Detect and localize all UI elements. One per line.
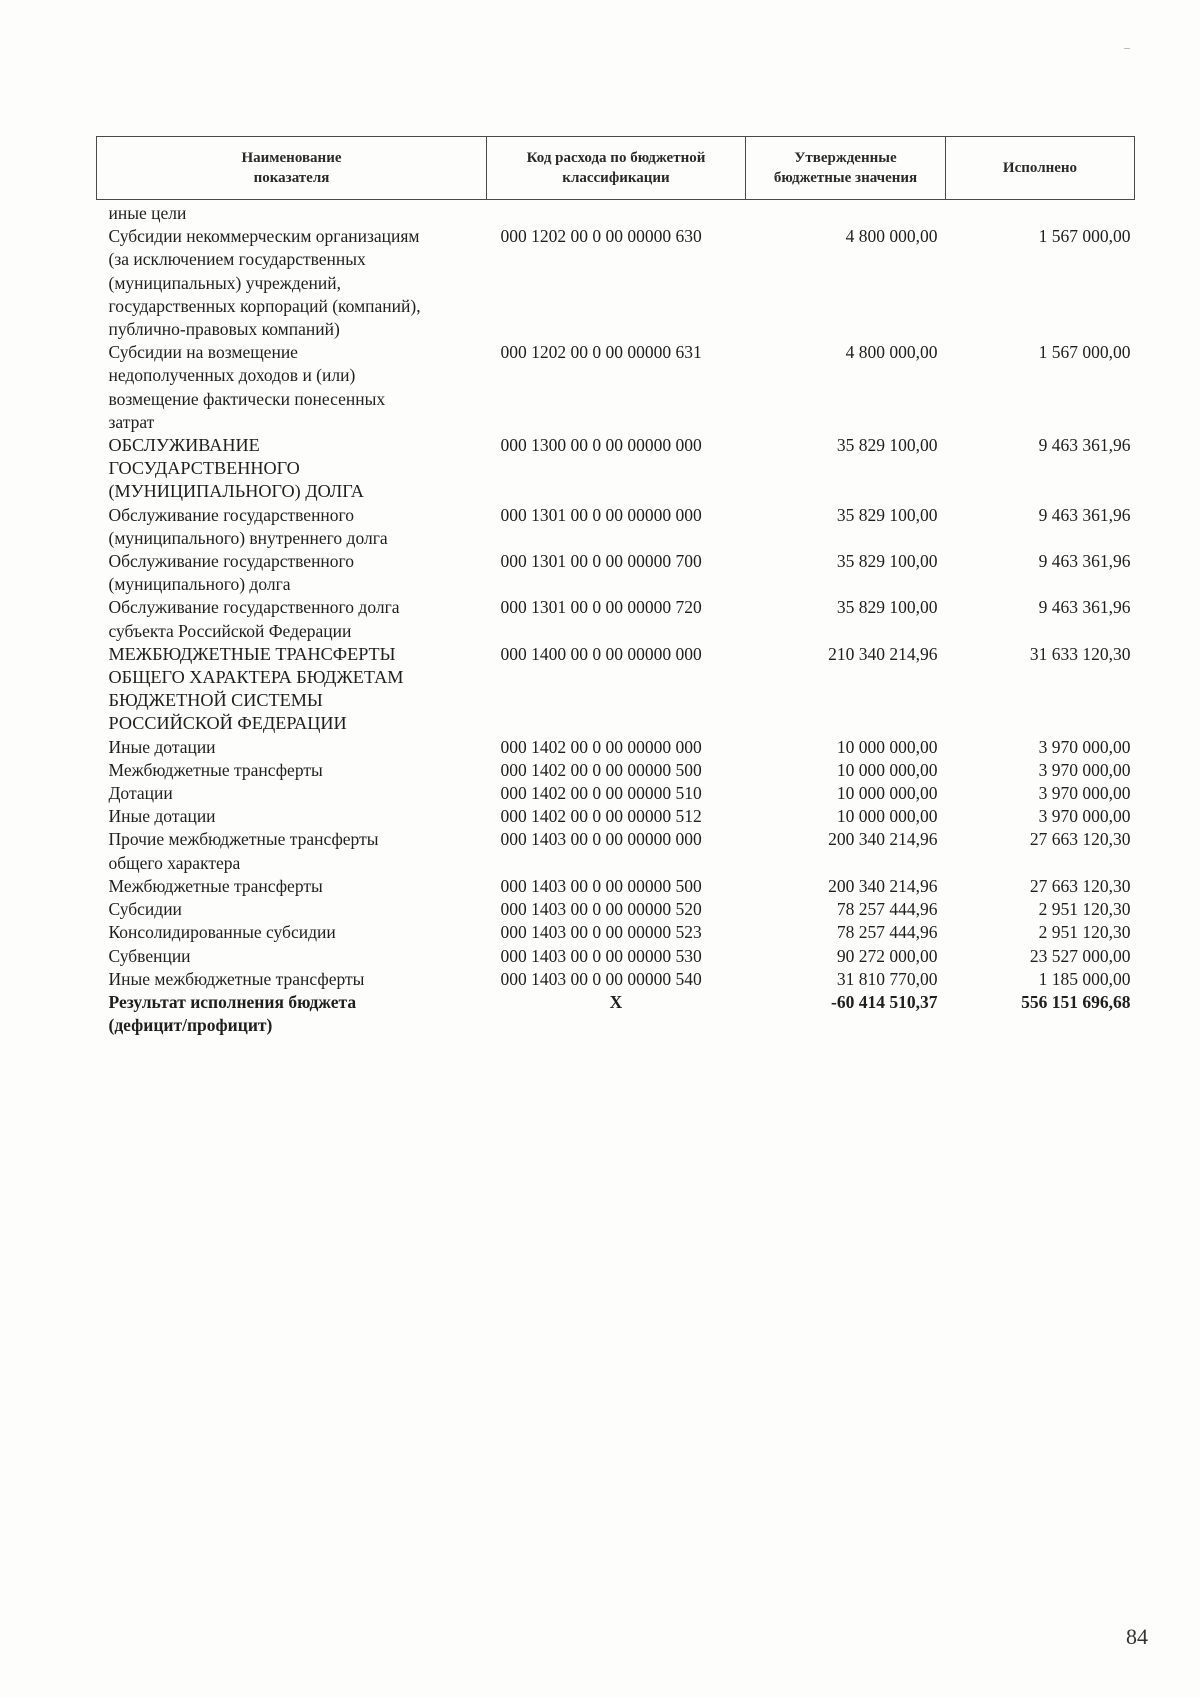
row-executed: 9 463 361,96 bbox=[1038, 435, 1131, 456]
row-name: Иные дотации bbox=[108, 736, 216, 757]
table-row bbox=[97, 759, 1135, 782]
row-name: Иные межбюджетные трансферты bbox=[108, 968, 365, 989]
row-name: Субсидии на возмещение недополученных доходов и (или) возмещение фактически понесенных затрат bbox=[108, 342, 386, 432]
row-name: Обслуживание государственного (муниципального) долга bbox=[108, 551, 355, 595]
row-approved: 200 340 214,96 bbox=[828, 875, 938, 896]
row-name: Иные дотации bbox=[108, 806, 216, 827]
row-code: 000 1402 00 0 00 00000 510 bbox=[500, 783, 702, 804]
row-code: 000 1403 00 0 00 00000 530 bbox=[500, 945, 702, 966]
row-code: 000 1403 00 0 00 00000 540 bbox=[500, 968, 702, 989]
row-name: Межбюджетные трансферты bbox=[108, 759, 323, 780]
budget-result-row bbox=[97, 991, 1135, 1037]
row-name: Прочие межбюджетные трансферты общего характера bbox=[108, 829, 379, 873]
row-code bbox=[487, 200, 746, 226]
header-name: Наименование показателя bbox=[97, 137, 487, 200]
row-name: Субсидии некоммерческим организациям (за исключением государственных (муниципальных) учреждений, государственных корпораций (компаний), публично-правовых компаний) bbox=[108, 226, 421, 340]
row-code: 000 1400 00 0 00 00000 000 bbox=[500, 643, 702, 664]
row-executed: 9 463 361,96 bbox=[1038, 504, 1131, 525]
row-approved bbox=[746, 200, 946, 226]
table-row bbox=[97, 643, 1135, 736]
header-code: Код расхода по бюджетной классификации bbox=[487, 137, 746, 200]
row-approved: 78 257 444,96 bbox=[836, 899, 938, 920]
row-executed: 27 663 120,30 bbox=[1029, 875, 1131, 896]
row-approved: 10 000 000,00 bbox=[836, 736, 938, 757]
row-executed: 1 567 000,00 bbox=[1038, 342, 1131, 363]
row-code: 000 1403 00 0 00 00000 500 bbox=[500, 875, 702, 896]
row-executed bbox=[946, 200, 1135, 226]
row-name: Консолидированные субсидии bbox=[108, 922, 336, 943]
row-code: 000 1402 00 0 00 00000 000 bbox=[500, 736, 702, 757]
row-approved: 10 000 000,00 bbox=[836, 759, 938, 780]
row-name: Субвенции bbox=[108, 945, 191, 966]
row-code: 000 1300 00 0 00 00000 000 bbox=[500, 435, 702, 456]
table-row bbox=[97, 828, 1135, 874]
row-approved: 90 272 000,00 bbox=[836, 945, 938, 966]
row-approved: 4 800 000,00 bbox=[845, 226, 938, 247]
budget-execution-table bbox=[96, 136, 1135, 1037]
row-name: Межбюджетные трансферты bbox=[108, 875, 323, 896]
table-body bbox=[97, 200, 1135, 1038]
table-row bbox=[97, 550, 1135, 596]
row-code: 000 1202 00 0 00 00000 630 bbox=[500, 226, 702, 247]
row-code: 000 1403 00 0 00 00000 523 bbox=[500, 922, 702, 943]
row-executed: 3 970 000,00 bbox=[1038, 806, 1131, 827]
row-approved: 35 829 100,00 bbox=[836, 504, 938, 525]
row-name: Обслуживание государственного (муниципального) внутреннего долга bbox=[108, 504, 388, 548]
row-executed: 2 951 120,30 bbox=[1038, 922, 1131, 943]
row-code: 000 1402 00 0 00 00000 512 bbox=[500, 806, 702, 827]
row-approved: 4 800 000,00 bbox=[845, 342, 938, 363]
row-code: 000 1202 00 0 00 00000 631 bbox=[500, 342, 702, 363]
scan-mark bbox=[1124, 48, 1130, 49]
row-approved: 210 340 214,96 bbox=[828, 643, 938, 664]
row-approved: 35 829 100,00 bbox=[836, 551, 938, 572]
result-executed: 556 151 696,68 bbox=[1021, 991, 1131, 1012]
table-header bbox=[97, 137, 1135, 200]
table-row bbox=[97, 434, 1135, 504]
row-executed: 3 970 000,00 bbox=[1038, 759, 1131, 780]
header-executed: Исполнено bbox=[946, 137, 1135, 200]
row-executed: 3 970 000,00 bbox=[1038, 783, 1131, 804]
table-row bbox=[97, 782, 1135, 805]
row-name: Обслуживание государственного долга субъекта Российской Федерации bbox=[108, 597, 400, 641]
header-approved: Утвержденные бюджетные значения bbox=[746, 137, 946, 200]
result-approved: -60 414 510,37 bbox=[831, 991, 938, 1012]
table-row bbox=[97, 921, 1135, 944]
table-row bbox=[97, 945, 1135, 968]
row-name: Субсидии bbox=[108, 899, 182, 920]
row-executed: 1 567 000,00 bbox=[1038, 226, 1131, 247]
row-executed: 2 951 120,30 bbox=[1038, 899, 1131, 920]
result-code: X bbox=[609, 991, 623, 1012]
table-row bbox=[97, 968, 1135, 991]
row-approved: 10 000 000,00 bbox=[836, 783, 938, 804]
result-name: Результат исполнения бюджета (дефицит/профицит) bbox=[108, 991, 357, 1036]
page-number: 84 bbox=[1126, 1624, 1148, 1649]
table-row bbox=[97, 875, 1135, 898]
row-executed: 23 527 000,00 bbox=[1029, 945, 1131, 966]
row-code: 000 1301 00 0 00 00000 700 bbox=[500, 551, 702, 572]
row-executed: 3 970 000,00 bbox=[1038, 736, 1131, 757]
row-name: ОБСЛУЖИВАНИЕ ГОСУДАРСТВЕННОГО (МУНИЦИПАЛЬНОГО) ДОЛГА bbox=[108, 435, 364, 502]
row-name: иные цели bbox=[108, 203, 187, 223]
row-approved: 200 340 214,96 bbox=[828, 829, 938, 850]
row-executed: 9 463 361,96 bbox=[1038, 551, 1131, 572]
row-code: 000 1301 00 0 00 00000 720 bbox=[500, 597, 702, 618]
row-code: 000 1301 00 0 00 00000 000 bbox=[500, 504, 702, 525]
table-row bbox=[97, 200, 1135, 226]
row-executed: 31 633 120,30 bbox=[1029, 643, 1131, 664]
row-executed: 27 663 120,30 bbox=[1029, 829, 1131, 850]
table-row bbox=[97, 736, 1135, 759]
table-row bbox=[97, 341, 1135, 434]
row-name: Дотации bbox=[108, 783, 173, 804]
row-approved: 35 829 100,00 bbox=[836, 435, 938, 456]
table-row bbox=[97, 898, 1135, 921]
row-name: МЕЖБЮДЖЕТНЫЕ ТРАНСФЕРТЫ ОБЩЕГО ХАРАКТЕРА БЮДЖЕТАМ БЮДЖЕТНОЙ СИСТЕМЫ РОССИЙСКОЙ ФЕДЕРАЦИИ bbox=[108, 643, 404, 734]
row-code: 000 1403 00 0 00 00000 000 bbox=[500, 829, 702, 850]
row-code: 000 1403 00 0 00 00000 520 bbox=[500, 899, 702, 920]
table-row bbox=[97, 805, 1135, 828]
row-approved: 78 257 444,96 bbox=[836, 922, 938, 943]
table-row bbox=[97, 596, 1135, 642]
row-approved: 31 810 770,00 bbox=[836, 968, 938, 989]
row-code: 000 1402 00 0 00 00000 500 bbox=[500, 759, 702, 780]
row-approved: 35 829 100,00 bbox=[836, 597, 938, 618]
table-row bbox=[97, 225, 1135, 341]
table-row bbox=[97, 504, 1135, 550]
row-executed: 1 185 000,00 bbox=[1038, 968, 1131, 989]
row-executed: 9 463 361,96 bbox=[1038, 597, 1131, 618]
row-approved: 10 000 000,00 bbox=[836, 806, 938, 827]
